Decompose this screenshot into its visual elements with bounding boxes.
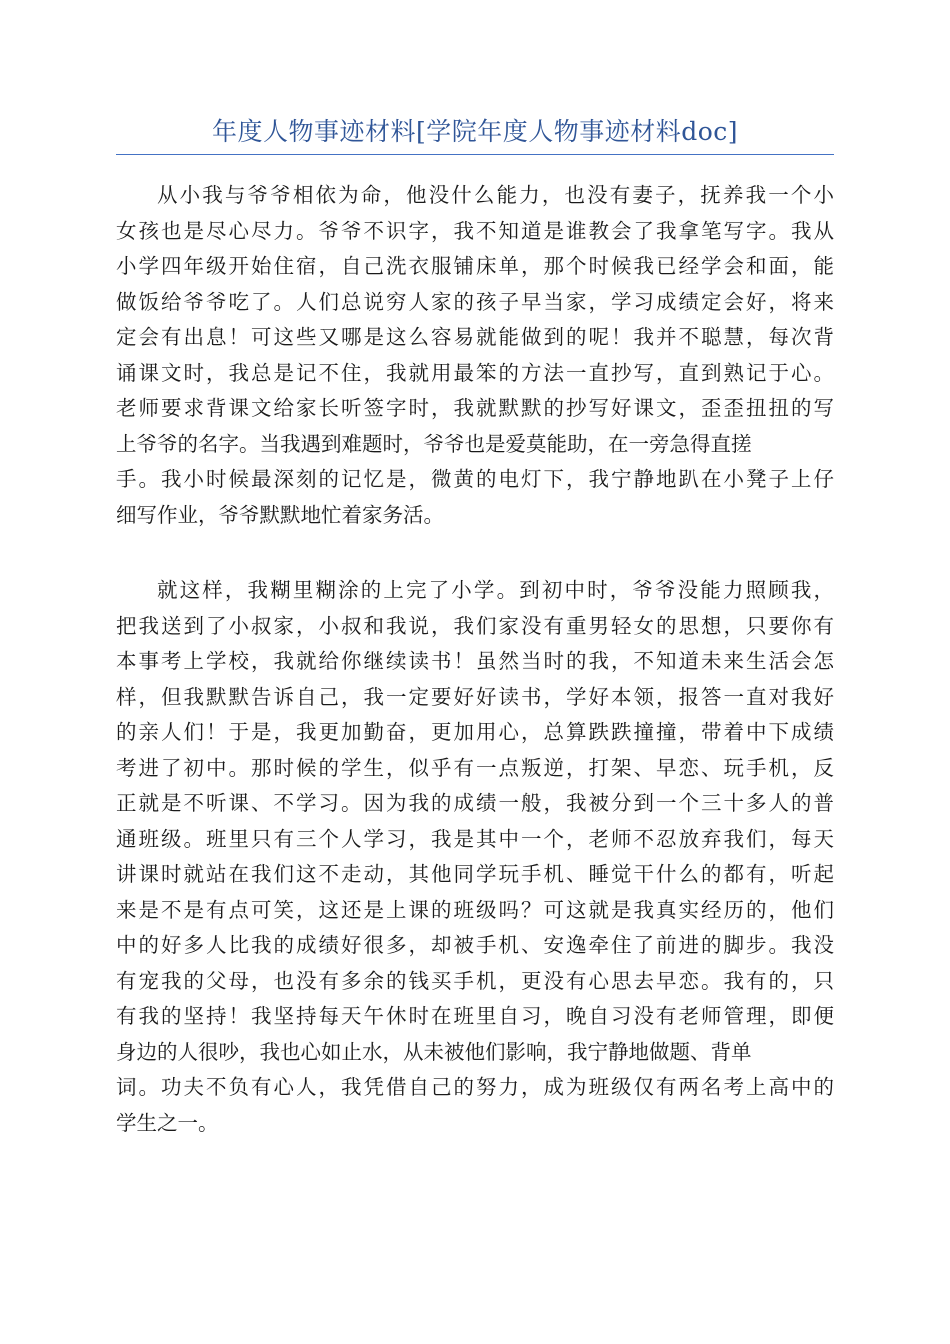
paragraph-line: 讲课时就站在我们这不走动，其他同学玩手机、睡觉干什么的都有，听起: [116, 862, 834, 886]
paragraph-line: 小学四年级开始住宿，自己洗衣服铺床单，那个时候我已经学会和面，能: [116, 254, 834, 278]
paragraph-1: [116, 178, 834, 533]
paragraph-line: 定会有出息！可这些又哪是这么容易就能做到的呢！我并不聪慧，每次背: [116, 325, 834, 349]
paragraph-line: 把我送到了小叔家，小叔和我说，我们家没有重男轻女的思想，只要你有: [116, 613, 834, 638]
title-underline-divider: [116, 154, 834, 155]
paragraph-line: 学生之一。: [116, 1110, 219, 1135]
paragraph-line: 做饭给爷爷吃了。人们总说穷人家的孩子早当家，学习成绩定会好，将来: [116, 289, 834, 314]
paragraph-line: 诵课文时，我总是记不住，我就用最笨的方法一直抄写，直到熟记于心。: [116, 360, 834, 385]
paragraph-line: 上爷爷的名字。当我遇到难题时，爷爷也是爱莫能助，在一旁急得直搓: [116, 431, 752, 456]
paragraph-line: 考进了初中。那时候的学生，似乎有一点叛逆，打架、早恋、玩手机，反: [116, 755, 834, 780]
paragraph-line: 本事考上学校，我就给你继续读书！虽然当时的我，不知道未来生活会怎: [116, 649, 834, 673]
document-title: 年度人物事迹材料[学院年度人物事迹材料doc]: [211, 117, 739, 146]
paragraph-line: 的亲人们！于是，我更加勤奋，更加用心，总算跌跌撞撞，带着中下成绩: [116, 720, 834, 744]
paragraph-line: 老师要求背课文给家长听签字时，我就默默的抄写好课文，歪歪扭扭的写: [116, 396, 834, 420]
paragraph-line: 手。我小时候最深刻的记忆是，微黄的电灯下，我宁静地趴在小凳子上仔: [116, 467, 834, 491]
paragraph-2: [116, 573, 834, 1141]
paragraph-line: 中的好多人比我的成绩好很多，却被手机、安逸牵住了前进的脚步。我没: [116, 933, 834, 957]
paragraph-line: 身边的人很吵，我也心如止水，从未被他们影响，我宁静地做题、背单: [116, 1039, 752, 1064]
paragraph-line: 女孩也是尽心尽力。爷爷不识字，我不知道是谁教会了我拿笔写字。我从: [116, 218, 834, 243]
paragraph-line: 通班级。班里只有三个人学习，我是其中一个，老师不忍放弃我们，每天: [116, 826, 834, 851]
paragraph-line: 就这样，我糊里糊涂的上完了小学。到初中时，爷爷没能力照顾我，: [157, 578, 834, 602]
paragraph-line: 样，但我默默告诉自己，我一定要好好读书，学好本领，报答一直对我好: [116, 684, 834, 709]
paragraph-line: 有宠我的父母，也没有多余的钱买手机，更没有心思去早恋。我有的，只: [116, 968, 834, 993]
paragraph-line: 词。功夫不负有心人，我凭借自己的努力，成为班级仅有两名考上高中的: [116, 1075, 834, 1099]
paragraph-line: 有我的坚持！我坚持每天午休时在班里自习，晚自习没有老师管理，即便: [116, 1004, 834, 1028]
paragraph-line: 从小我与爷爷相依为命，他没什么能力，也没有妻子，抚养我一个小: [157, 183, 834, 207]
paragraph-line: 细写作业，爷爷默默地忙着家务活。: [116, 502, 444, 527]
paragraph-line: 来是不是有点可笑，这还是上课的班级吗？可这就是我真实经历的，他们: [116, 897, 834, 922]
paragraph-line: 正就是不听课、不学习。因为我的成绩一般，我被分到一个三十多人的普: [116, 791, 834, 815]
